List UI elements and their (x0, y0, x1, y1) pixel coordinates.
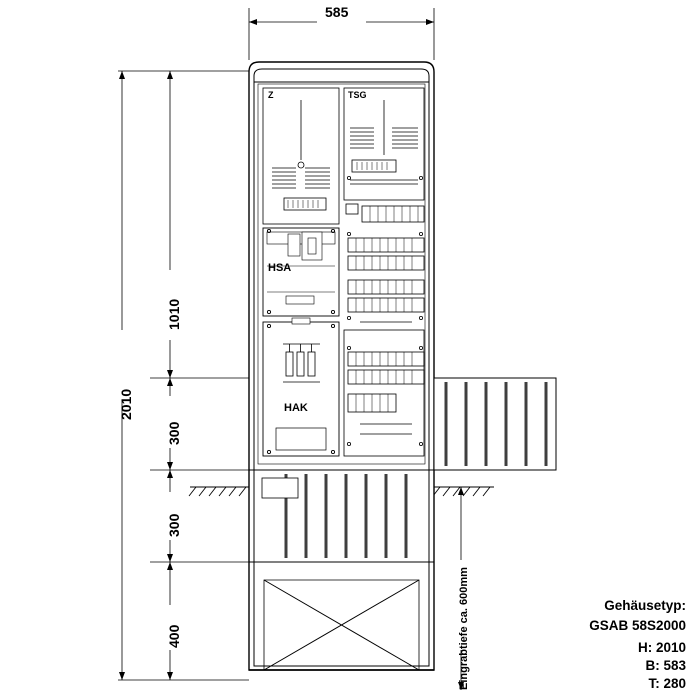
label-burial-depth: Eingrabtiefe ca. 600mm (458, 567, 470, 690)
dimension-label-300-lower: 300 (166, 513, 182, 537)
dimension-1010 (167, 71, 173, 378)
label-meter-compartment: Z (268, 90, 274, 100)
label-hsa-compartment: HSA (268, 262, 292, 274)
dimension-label-1010: 1010 (166, 298, 182, 330)
dimension-2010 (119, 71, 125, 680)
dimension-label-300-upper: 300 (166, 421, 182, 445)
label-tsg-compartment: TSG (348, 90, 367, 100)
right-wing-plate (434, 378, 556, 470)
interior-hak-box (263, 318, 339, 456)
label-hak-compartment: HAK (284, 402, 308, 414)
dimension-label-400: 400 (166, 624, 182, 648)
ground-line-left (189, 487, 250, 496)
dimension-label-2010: 2010 (118, 388, 134, 420)
interior-left-column (263, 88, 339, 224)
legend-height: H: 2010 (637, 640, 686, 655)
socket-small-box (262, 478, 298, 498)
legend-heading: Gehäusetyp: (604, 598, 686, 613)
dimension-400 (167, 562, 173, 680)
legend-depth: T: 280 (648, 676, 686, 691)
legend-width: B: 583 (645, 658, 686, 673)
dimension-label-585: 585 (325, 4, 349, 20)
legend-type: GSAB 58S2000 (589, 618, 686, 633)
